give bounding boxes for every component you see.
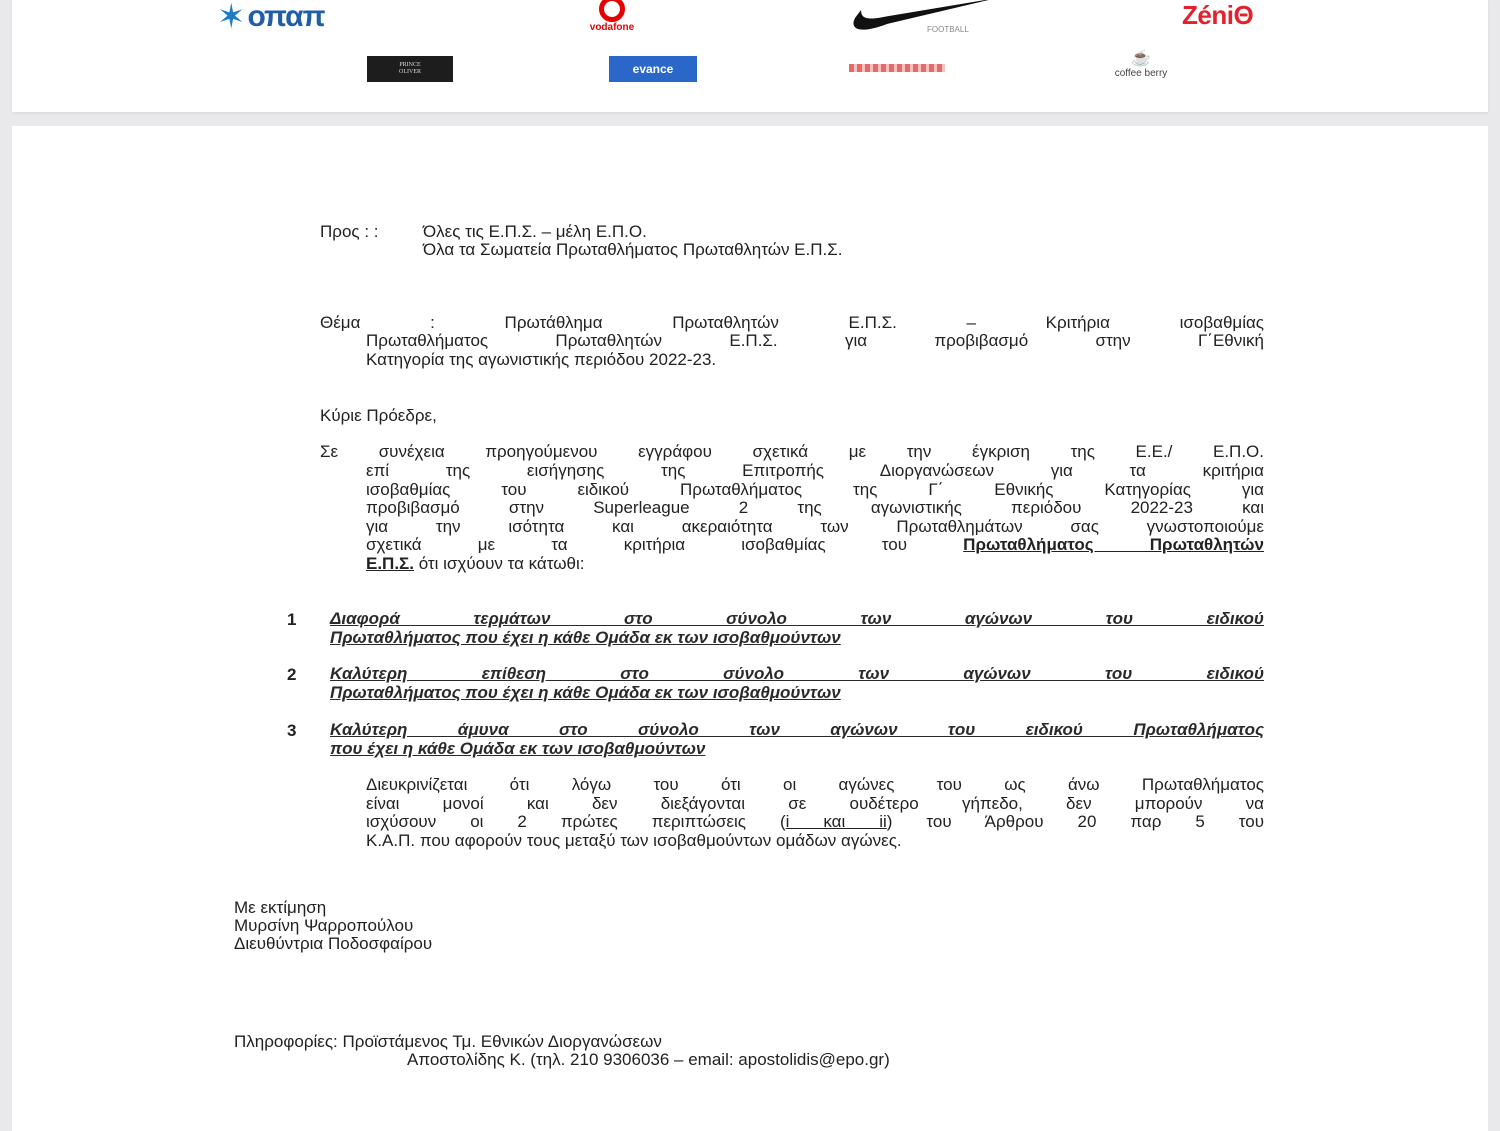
criterion-3: Καλύτερη άμυνα στο σύνολο των αγώνων του ειδικού Πρωταθλήματος που έχει η κάθε Ομάδα εκ των ισοβαθμούντων [330,720,1264,758]
subject-line-1: Θέμα : Πρωτάθλημα Πρωταθλητών Ε.Π.Σ. – Κριτήρια ισοβαθμίας [320,313,1264,332]
recipient-label: Προς : : [320,222,379,241]
nike-swoosh-icon [847,0,1007,38]
signer-name: Μυρσίνη Ψαρροπούλου [234,916,414,935]
recipient-line-1: Όλες τις Ε.Π.Σ. – μέλη Ε.Π.Ο. [423,222,647,241]
criterion-1: Διαφορά τερμάτων στο σύνολο των αγώνων του ειδικού Πρωταθλήματος που έχει η κάθε Ομάδα εκ των ισοβαθμούντων [330,609,1264,647]
vodafone-speechmark-icon [599,0,625,22]
opap-logo: ✶ οπαπ [217,0,325,36]
contact-info-line-2: Αποστολίδης Κ. (τηλ. 210 9306036 – email: apostolidis@epo.gr) [407,1050,890,1069]
subject-continuation: Πρωταθλήματος Πρωταθλητών Ε.Π.Σ. για προβιβασμό στην Γ΄Εθνική Κατηγορία της αγωνιστικής περιόδου 2022-23. [366,331,1264,369]
criterion-number-3: 3 [287,721,297,740]
zenith-logo: ZéniΘ [1182,0,1254,30]
criterion-number-2: 2 [287,665,297,684]
letter-page [12,126,1488,1131]
red-sponsor-logo [848,60,946,76]
closing-phrase: Με εκτίμηση [234,898,327,917]
coffee-berry-logo: ☕ coffee berry [1114,50,1168,79]
nike-logo [847,0,1007,38]
signer-title: Διευθύντρια Ποδοσφαίρου [234,934,433,953]
evance-logo: evance [609,56,697,82]
vodafone-logo: vodafone [567,0,657,40]
contact-info-line-1: Πληροφορίες: Προϊστάμενος Τμ. Εθνικών Διοργανώσεων [234,1032,662,1051]
sponsor-banner [12,0,1488,112]
championship-name-emphasis: Πρωταθλήματος Πρωταθλητών [963,535,1264,554]
body-line-1: Σε συνέχεια προηγούμενου εγγράφου σχετικά με την έγκριση της Ε.Ε./ Ε.Π.Ο. [320,442,1264,461]
criterion-number-1: 1 [287,610,297,629]
recipient-line-2: Όλα τα Σωματεία Πρωταθλήματος Πρωταθλητών Ε.Π.Σ. [423,240,843,259]
opap-star-icon: ✶ [217,0,246,36]
prince-oliver-logo: PRINCE OLIVER [367,56,453,82]
body-paragraph: επί της εισήγησης της Επιτροπής Διοργανώσεων για τα κριτήρια ισοβαθμίας του ειδικού Πρωταθλήματος της Γ΄ Εθνικής Κατηγορίας για προβιβασμό στην Superleague 2 της αγωνιστικής περιόδου 2022-23 και για την ισότητα και ακεραιότητα των Πρωταθλημάτων σας γνωστοποιούμε σχετικά με τα κριτήρια ισοβαθμίας του Πρωταθλήματος Πρωταθλητών Ε.Π.Σ. ότι ισχύουν τα κάτωθι: [366,461,1264,573]
svg-text:FOOTBALL: FOOTBALL [927,25,969,34]
coffee-cup-icon: ☕ [1131,50,1151,67]
salutation: Κύριε Πρόεδρε, [320,406,437,425]
criterion-2: Καλύτερη επίθεση στο σύνολο των αγώνων του ειδικού Πρωταθλήματος που έχει η κάθε Ομάδα εκ των ισοβαθμούντων [330,664,1264,702]
clarification-note: Διευκρινίζεται ότι λόγω του ότι οι αγώνες του ως άνω Πρωταθλήματος είναι μονοί και δεν διεξάγονται σε ουδέτερο γήπεδο, δεν μπορούν να ισχύσουν οι 2 πρώτες περιπτώσεις (i και ii) του Άρθρου 20 παρ 5 του Κ.Α.Π. που αφορούν τους μεταξύ των ισοβαθμούντων ομάδων αγώνες. [366,775,1264,850]
